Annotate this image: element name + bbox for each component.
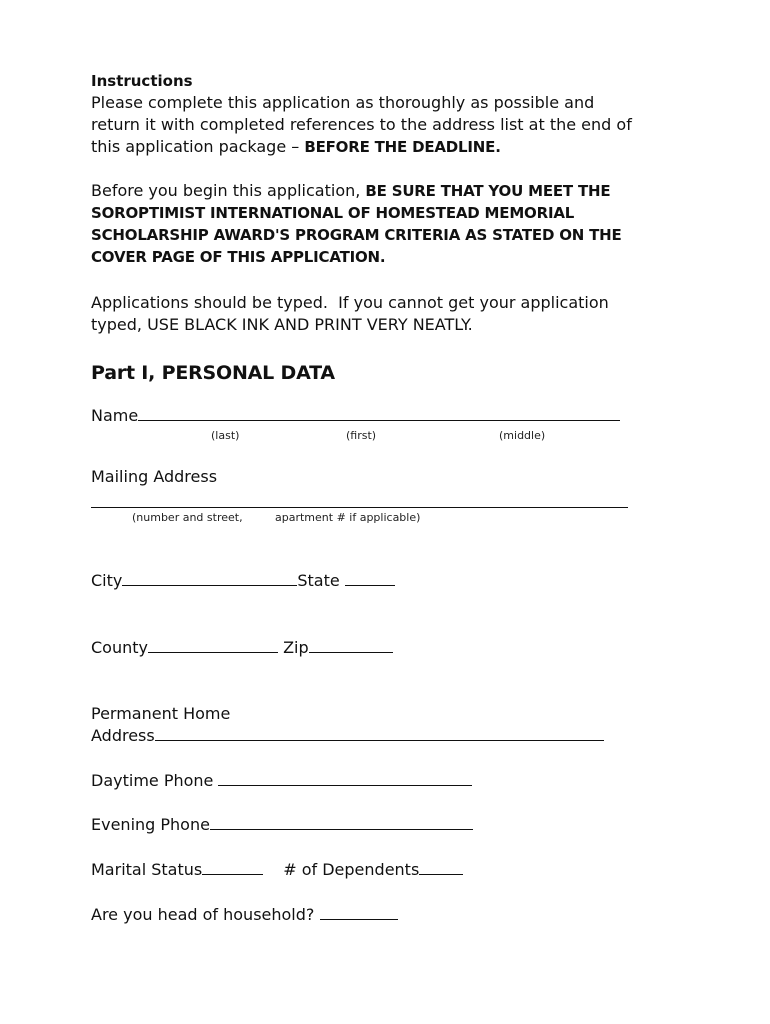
county-input[interactable] bbox=[148, 638, 278, 653]
marital-status-input[interactable] bbox=[202, 860, 263, 875]
name-caption-first: (first) bbox=[346, 429, 377, 442]
name-row bbox=[91, 406, 620, 425]
zip-label: Zip bbox=[283, 638, 309, 657]
part1-heading: Part I, PERSONAL DATA bbox=[91, 362, 335, 384]
state-input[interactable] bbox=[345, 571, 395, 586]
state-label: State bbox=[297, 571, 340, 590]
head-household-input[interactable] bbox=[320, 905, 398, 920]
name-label: Name bbox=[91, 406, 139, 425]
mailing-caption-street: (number and street, bbox=[132, 511, 243, 524]
permanent-address-input[interactable] bbox=[155, 726, 604, 741]
marital-dependents-row bbox=[91, 860, 463, 879]
name-input[interactable] bbox=[138, 406, 620, 421]
mailing-address-input[interactable] bbox=[91, 493, 628, 508]
daytime-phone-label: Daytime Phone bbox=[91, 771, 214, 790]
permanent-address-label-1: Permanent Home bbox=[91, 704, 231, 723]
city-label: City bbox=[91, 571, 123, 590]
head-household-label: Are you head of household? bbox=[91, 905, 315, 924]
instructions-line-2: return it with completed references to the address list at the end of bbox=[91, 115, 632, 134]
name-caption-last: (last) bbox=[211, 429, 240, 442]
city-input[interactable] bbox=[122, 571, 297, 586]
marital-status-label: Marital Status bbox=[91, 860, 203, 879]
county-zip-row bbox=[91, 638, 393, 657]
permanent-address-label-2: Address bbox=[91, 726, 155, 745]
name-caption-middle: (middle) bbox=[499, 429, 546, 442]
criteria-line-1-text: Before you begin this application, bbox=[91, 181, 366, 200]
dependents-label: # of Dependents bbox=[283, 860, 420, 879]
criteria-line-2: SOROPTIMIST INTERNATIONAL OF HOMESTEAD MEMORIAL bbox=[91, 204, 575, 222]
evening-phone-input[interactable] bbox=[210, 815, 473, 830]
deadline-emphasis: BEFORE THE DEADLINE. bbox=[304, 138, 501, 156]
daytime-phone-row bbox=[91, 771, 472, 790]
county-label: County bbox=[91, 638, 148, 657]
evening-phone-label: Evening Phone bbox=[91, 815, 210, 834]
evening-phone-row bbox=[91, 815, 473, 834]
typing-note-line-2: typed, USE BLACK INK AND PRINT VERY NEATLY. bbox=[91, 315, 473, 334]
mailing-caption-apartment: apartment # if applicable) bbox=[275, 511, 421, 524]
mailing-address-label: Mailing Address bbox=[91, 467, 218, 486]
permanent-address-row bbox=[91, 726, 604, 745]
instructions-heading: Instructions bbox=[91, 72, 193, 90]
instructions-line-3 bbox=[91, 136, 501, 158]
instructions-line-3-text: this application package – bbox=[91, 137, 305, 156]
head-household-row bbox=[91, 905, 398, 924]
criteria-line-4: COVER PAGE OF THIS APPLICATION. bbox=[91, 248, 386, 266]
instructions-line-1: Please complete this application as thoroughly as possible and bbox=[91, 93, 595, 112]
criteria-line-3: SCHOLARSHIP AWARD'S PROGRAM CRITERIA AS STATED ON THE bbox=[91, 226, 622, 244]
city-state-row bbox=[91, 571, 395, 590]
typing-note-line-1: Applications should be typed. If you cannot get your application bbox=[91, 293, 609, 312]
daytime-phone-input[interactable] bbox=[218, 771, 472, 786]
zip-input[interactable] bbox=[309, 638, 393, 653]
dependents-input[interactable] bbox=[419, 860, 463, 875]
criteria-emphasis-1: BE SURE THAT YOU MEET THE bbox=[365, 182, 611, 200]
criteria-line-1 bbox=[91, 180, 610, 202]
